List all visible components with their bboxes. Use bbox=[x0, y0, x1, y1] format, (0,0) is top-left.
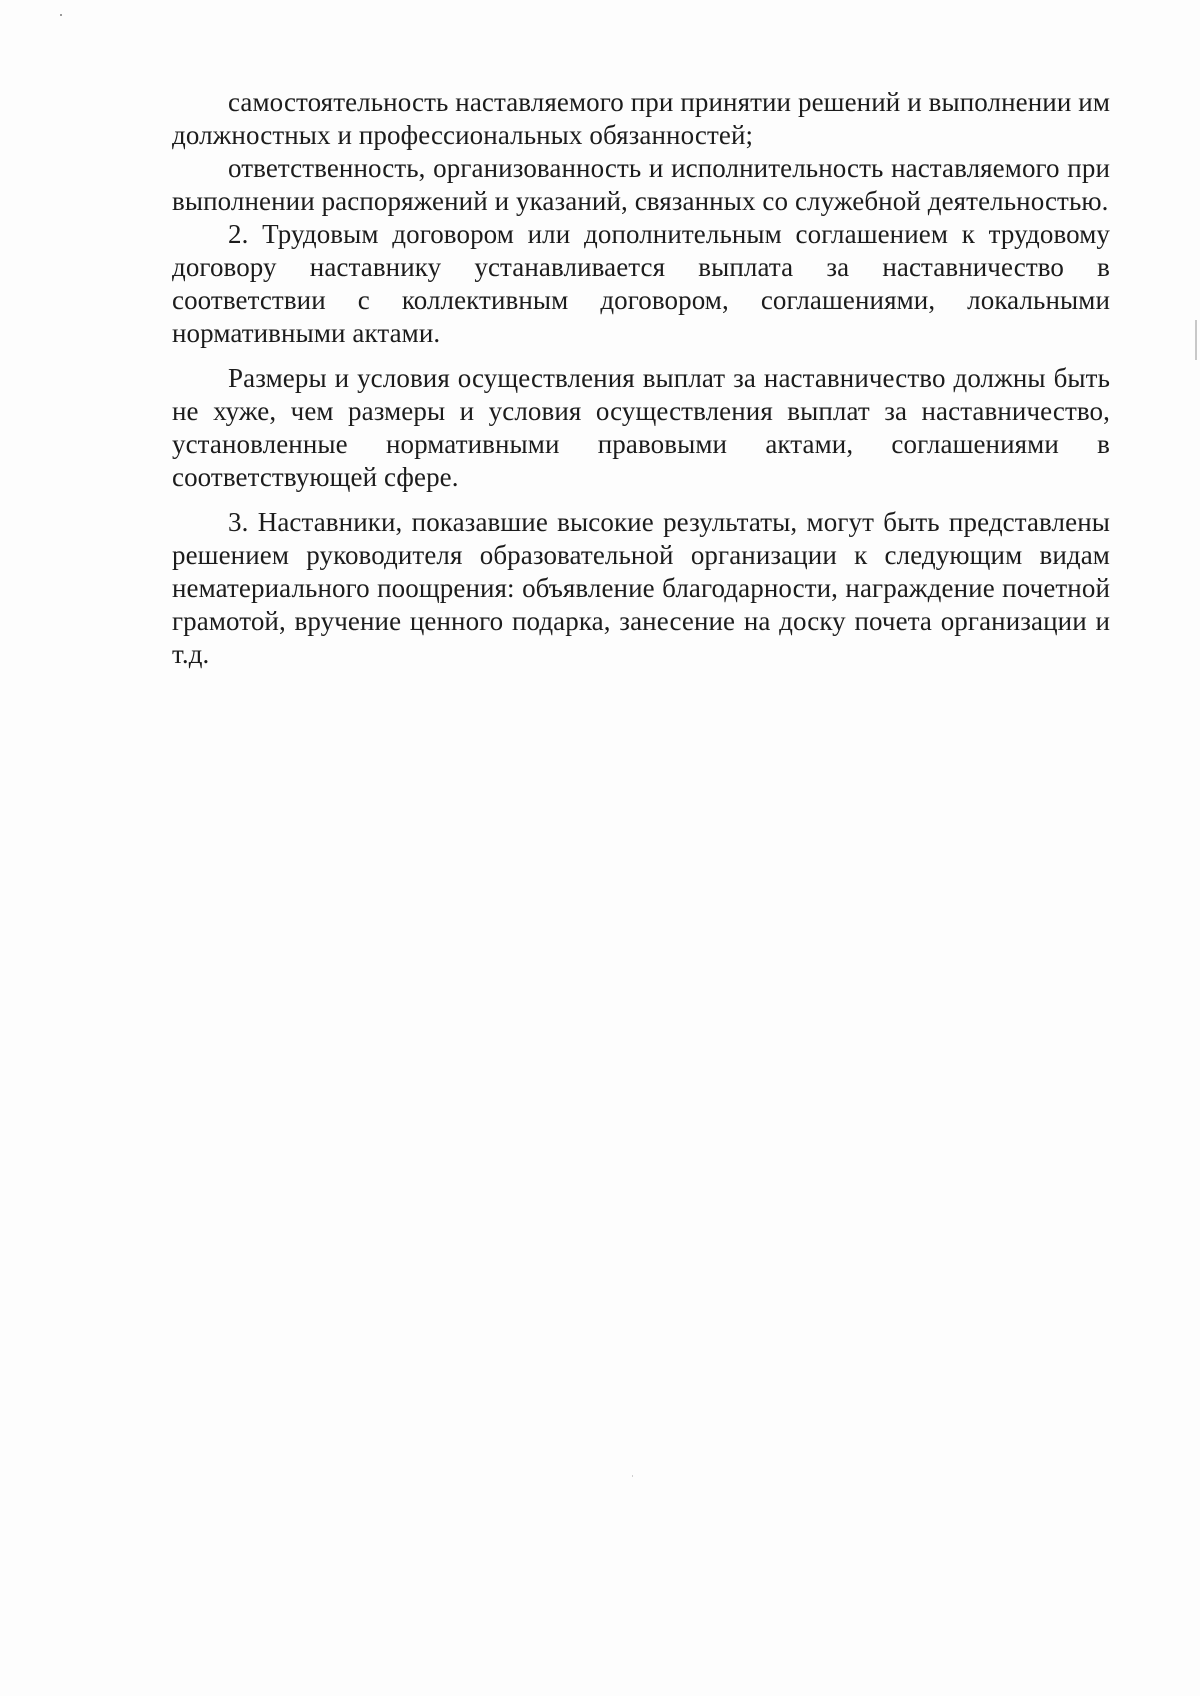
paragraph-item-3: 3. Наставники, показавшие высокие результаты, могут быть представлены решением руководителя образовательной организации к следующим видам нематериального поощрения: объявление благодарности, награждение почетной грамотой, вручение ценного подарка, занесение на доску почета организации и т.д. bbox=[172, 507, 1110, 669]
paragraph-responsibility: ответственность, организованность и исполнительность наставляемого при выполнении распоряжений и указаний, связанных со служебной деятельностью. bbox=[172, 153, 1110, 216]
scan-speck bbox=[60, 14, 62, 16]
scan-edge-mark bbox=[1195, 320, 1197, 360]
scan-speck bbox=[632, 1475, 633, 1477]
paragraph-independence: самостоятельность наставляемого при принятии решений и выполнении им должностных и профессиональных обязанностей; bbox=[172, 87, 1110, 150]
document-body bbox=[172, 86, 1110, 671]
paragraph-item-2: 2. Трудовым договором или дополнительным соглашением к трудовому договору наставнику устанавливается выплата за наставничество в соответствии с коллективным договором, соглашениями, локальными нормативными актами. bbox=[172, 219, 1110, 348]
paragraph-payment-conditions: Размеры и условия осуществления выплат за наставничество должны быть не хуже, чем размеры и условия осуществления выплат за наставничество, установленные нормативными правовыми актами, соглашениями в соответствующей сфере. bbox=[172, 363, 1110, 492]
